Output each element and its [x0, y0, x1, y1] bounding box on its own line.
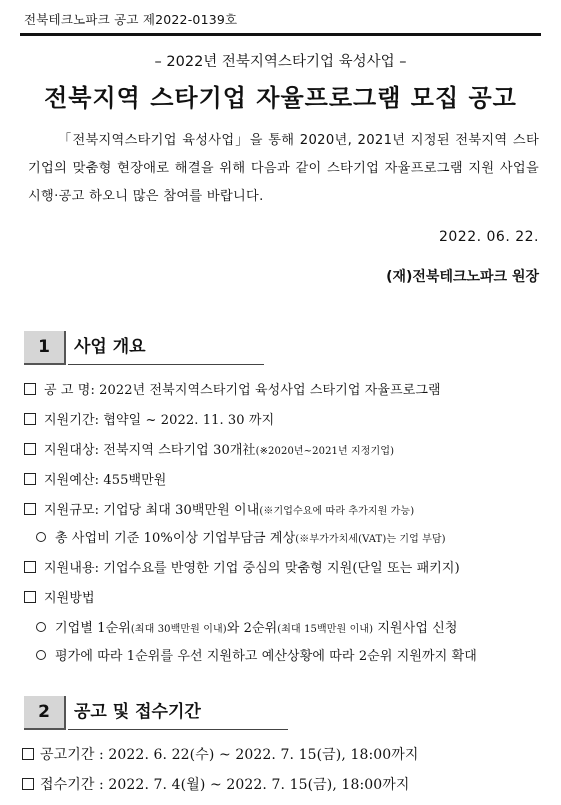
- eligibility-note: (※2020년~2021년 지정기업): [255, 446, 395, 457]
- list-item-application-period: 접수기간 : 2022. 7. 4(월) ~ 2022. 7. 15(금), 18:00까지: [22, 774, 410, 794]
- vat-note: (※부가가치세(VAT)는 기업 부담): [295, 534, 446, 545]
- section-underline: [68, 364, 264, 365]
- circle-bullet-icon: [36, 532, 46, 542]
- program-subtitle: – 2022년 전북지역스타기업 육성사업 –: [154, 54, 407, 70]
- list-item-support-scale: 지원규모: 기업당 최대 30백만원 이내(※기업수요에 따라 추가지원 가능): [24, 499, 414, 518]
- list-subitem-priority-application: 기업별 1순위(최대 30백만원 이내)와 2순위(최대 15백만원 이내) 지원사업 신청: [36, 617, 458, 636]
- checkbox-bullet-icon: [22, 748, 34, 760]
- checkbox-bullet-icon: [24, 503, 36, 515]
- section-underline: [68, 729, 288, 730]
- checkbox-bullet-icon: [24, 473, 36, 485]
- list-item-announcement-name: 공 고 명: 2022년 전북지역스타기업 육성사업 스타기업 자율프로그램: [24, 379, 441, 398]
- circle-bullet-icon: [36, 650, 46, 660]
- list-item-support-method: 지원방법: [24, 587, 95, 606]
- section-title: 사업 개요: [74, 337, 146, 357]
- checkbox-bullet-icon: [22, 778, 34, 790]
- list-item-announcement-period: 공고기간 : 2022. 6. 22(수) ~ 2022. 7. 15(금), 18:00까지: [22, 744, 419, 764]
- issuer-name: (재)전북테크노파크 원장: [386, 269, 539, 285]
- list-subitem-cost-share: 총 사업비 기준 10%이상 기업부담금 계상(※부가가치세(VAT)는 기업 부담): [36, 527, 446, 546]
- list-item-eligibility: 지원대상: 전북지역 스타기업 30개社(※2020년~2021년 지정기업): [24, 439, 394, 458]
- section-number-badge: 2: [24, 696, 66, 730]
- section-title: 공고 및 접수기간: [74, 702, 201, 722]
- header-divider: [20, 33, 541, 36]
- section-number-badge: 1: [24, 331, 66, 365]
- scale-note: (※기업수요에 따라 추가지원 가능): [259, 506, 415, 517]
- intro-paragraph: [28, 127, 539, 211]
- checkbox-bullet-icon: [24, 561, 36, 573]
- list-item-support-period: 지원기간: 협약일 ~ 2022. 11. 30 까지: [24, 409, 274, 428]
- announcement-title: 전북지역 스타기업 자율프로그램 모집 공고: [44, 84, 517, 112]
- checkbox-bullet-icon: [24, 591, 36, 603]
- checkbox-bullet-icon: [24, 443, 36, 455]
- circle-bullet-icon: [36, 622, 46, 632]
- document-number: 전북테크노파크 공고 제2022-0139호: [24, 12, 238, 27]
- checkbox-bullet-icon: [24, 413, 36, 425]
- list-subitem-evaluation: 평가에 따라 1순위를 우선 지원하고 예산상황에 따라 2순위 지원까지 확대: [36, 645, 477, 664]
- checkbox-bullet-icon: [24, 383, 36, 395]
- intro-text: 「전북지역스타기업 육성사업」을 통해 2020년, 2021년 지정된 전북지역 스타기업의 맞춤형 현장애로 해결을 위해 다음과 같이 스타기업 자율프로그램 지원 사업을 시행·공고 하오니 많은 참여를 바랍니다.: [28, 133, 539, 204]
- list-item-support-content: 지원내용: 기업수요를 반영한 기업 중심의 맞춤형 지원(단일 또는 패키지): [24, 557, 460, 576]
- announcement-date: 2022. 06. 22.: [438, 229, 539, 245]
- list-item-budget: 지원예산: 455백만원: [24, 469, 166, 488]
